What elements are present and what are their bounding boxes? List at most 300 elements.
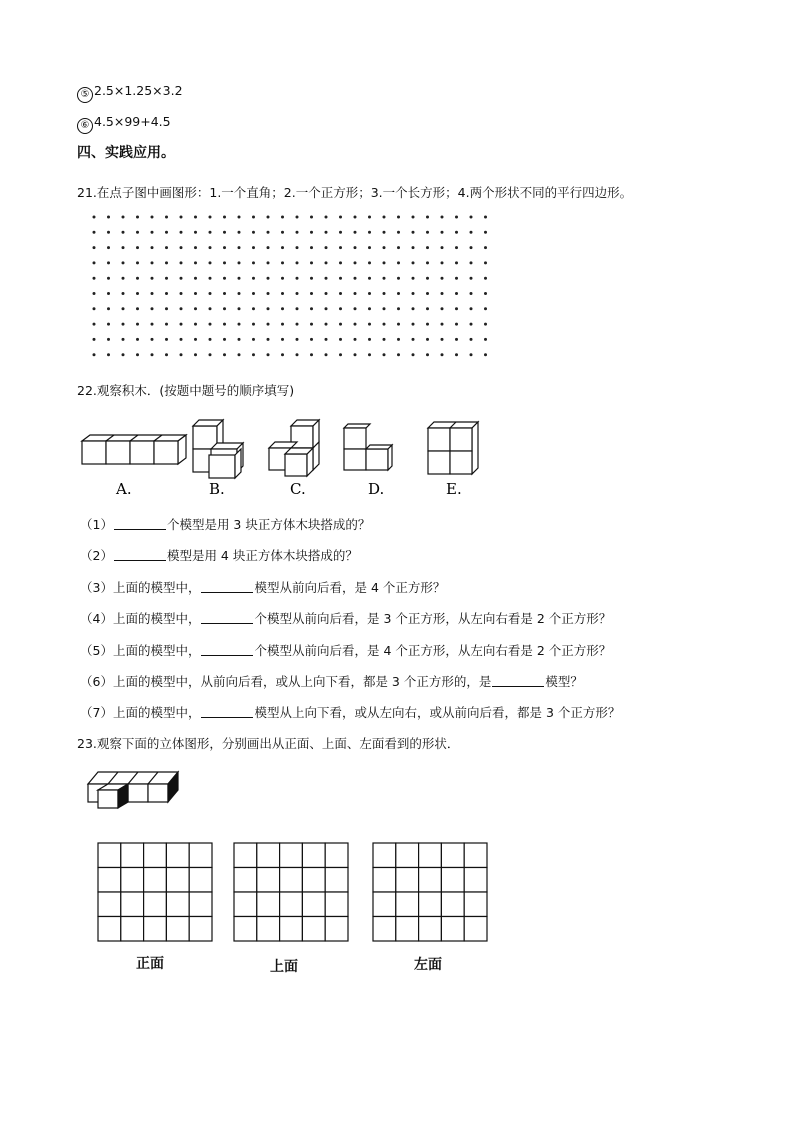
grid-dot [368, 353, 371, 356]
grid-cell[interactable] [419, 917, 442, 942]
grid-dot [325, 277, 328, 280]
grid-dot [296, 261, 299, 264]
grid-cell[interactable] [373, 868, 396, 893]
grid-dot [151, 216, 154, 219]
grid-cell[interactable] [302, 843, 325, 868]
grid-dot [383, 277, 386, 280]
grid-cell[interactable] [234, 868, 257, 893]
grid-dot [296, 292, 299, 295]
grid-dot [296, 216, 299, 219]
grid-dot [296, 353, 299, 356]
grid-dot [455, 292, 458, 295]
grid-dot [426, 353, 429, 356]
grid-dot [470, 277, 473, 280]
grid-dot [354, 307, 357, 310]
grid-cell[interactable] [280, 843, 303, 868]
grid-dot [151, 261, 154, 264]
grid-dot [354, 231, 357, 234]
section-title: 四、实践应用。 [77, 145, 175, 161]
grid-dot [209, 246, 212, 249]
answer-blank-7[interactable] [201, 704, 253, 718]
item-6-number: ⑥ [77, 118, 93, 134]
grid-dot [484, 277, 487, 280]
grid-dot [238, 277, 241, 280]
grid-dot [455, 338, 458, 341]
grid-dot [93, 261, 96, 264]
grid-dot [339, 338, 342, 341]
grid-dot [325, 246, 328, 249]
grid-dot [354, 261, 357, 264]
sub-2-prefix: （2） [80, 548, 113, 563]
grid-dot [122, 338, 125, 341]
grid-dot [252, 353, 255, 356]
grid-dot [354, 338, 357, 341]
grid-dot [238, 246, 241, 249]
grid-cell[interactable] [98, 868, 121, 893]
grid-dot [426, 323, 429, 326]
grid-dot [180, 216, 183, 219]
model-label-a: A. [116, 480, 132, 498]
grid-dot [470, 323, 473, 326]
grid-dot [455, 231, 458, 234]
grid-dot [426, 231, 429, 234]
grid-dot [122, 261, 125, 264]
grid-dot [223, 353, 226, 356]
grid-dot [238, 261, 241, 264]
grid-dot [223, 338, 226, 341]
q22-sub-7 [80, 704, 620, 722]
sub-6-prefix: （6）上面的模型中，从前向后看，或从上向下看，都是 3 个正方形的，是 [80, 674, 492, 689]
model-d [344, 424, 392, 470]
grid-cell[interactable] [189, 868, 212, 893]
grid-dot [223, 307, 226, 310]
grid-dot [296, 246, 299, 249]
grid-cell[interactable] [166, 892, 189, 917]
grid-dot [180, 277, 183, 280]
grid-cell[interactable] [144, 917, 167, 942]
grid-dot [339, 261, 342, 264]
grid-dot [339, 216, 342, 219]
answer-blank-4[interactable] [201, 610, 253, 624]
grid-dot [383, 307, 386, 310]
grid-dot [310, 292, 313, 295]
grid-dot [441, 246, 444, 249]
label-top: 上面 [270, 959, 298, 975]
grid-dot [209, 231, 212, 234]
sub-3-suffix: 模型从前向后看，是 4 个正方形？ [254, 580, 446, 595]
grid-dot [484, 261, 487, 264]
grid-dot [180, 292, 183, 295]
q22-sub-6 [80, 673, 583, 691]
grid-dot [122, 216, 125, 219]
grid-dot [441, 216, 444, 219]
grid-cell[interactable] [144, 843, 167, 868]
item-5-expression: 2.5×1.25×3.2 [94, 83, 183, 98]
grid-dot [484, 231, 487, 234]
grid-dot [252, 246, 255, 249]
grid-dot [412, 261, 415, 264]
grid-dot [397, 246, 400, 249]
grid-dot [339, 292, 342, 295]
grid-dot [281, 277, 284, 280]
grid-dot [180, 231, 183, 234]
model-b [193, 420, 243, 478]
grid-dot [238, 307, 241, 310]
grid-dot [484, 338, 487, 341]
grid-cell[interactable] [302, 917, 325, 942]
grid-dot [194, 216, 197, 219]
grid-dot [441, 261, 444, 264]
grid-cell[interactable] [98, 843, 121, 868]
grid-dot [310, 246, 313, 249]
grid-dot [267, 307, 270, 310]
grid-cell[interactable] [189, 917, 212, 942]
grid-dot [165, 323, 168, 326]
grid-dot [165, 307, 168, 310]
solid-figure [84, 768, 184, 812]
q22-sub-1 [80, 516, 370, 534]
grid-dot [281, 353, 284, 356]
grid-cell[interactable] [325, 892, 348, 917]
answer-blank-5[interactable] [201, 642, 253, 656]
grid-dot [426, 246, 429, 249]
grid-dot [136, 292, 139, 295]
grid-dot [238, 323, 241, 326]
grid-dot [325, 231, 328, 234]
grid-dot [368, 261, 371, 264]
grid-dot [339, 231, 342, 234]
grid-dot [368, 338, 371, 341]
grid-dot [209, 338, 212, 341]
grid-dot [281, 307, 284, 310]
grid-dot [209, 307, 212, 310]
grid-left-view[interactable] [372, 842, 488, 942]
grid-dot [223, 216, 226, 219]
grid-dot [412, 323, 415, 326]
grid-dot [122, 292, 125, 295]
grid-dot [267, 353, 270, 356]
grid-cell[interactable] [373, 917, 396, 942]
grid-dot [151, 231, 154, 234]
grid-dot [383, 338, 386, 341]
grid-dot [252, 261, 255, 264]
grid-dot [252, 277, 255, 280]
grid-dot [296, 307, 299, 310]
grid-cell[interactable] [325, 868, 348, 893]
grid-dot [223, 231, 226, 234]
grid-dot [93, 307, 96, 310]
grid-dot [455, 216, 458, 219]
grid-cell[interactable] [280, 868, 303, 893]
grid-dot [412, 292, 415, 295]
grid-dot [397, 353, 400, 356]
answer-blank-1[interactable] [114, 516, 166, 530]
grid-dot [368, 231, 371, 234]
grid-dot [426, 292, 429, 295]
grid-cell[interactable] [419, 843, 442, 868]
model-label-b: B. [209, 480, 225, 498]
grid-cell[interactable] [441, 892, 464, 917]
grid-dot [136, 307, 139, 310]
grid-cell[interactable] [189, 843, 212, 868]
grid-dot [397, 277, 400, 280]
grid-cell[interactable] [396, 917, 419, 942]
model-label-e: E. [446, 480, 462, 498]
grid-dot [180, 338, 183, 341]
grid-dot [368, 277, 371, 280]
grid-dot [165, 353, 168, 356]
grid-dot [383, 323, 386, 326]
q22-sub-2 [80, 547, 358, 565]
grid-cell[interactable] [280, 917, 303, 942]
grid-dot [93, 246, 96, 249]
grid-cell[interactable] [189, 892, 212, 917]
grid-dot [397, 307, 400, 310]
sub-4-prefix: （4）上面的模型中， [80, 611, 201, 626]
sub-3-prefix: （3）上面的模型中， [80, 580, 201, 595]
grid-dot [339, 353, 342, 356]
grid-dot [136, 261, 139, 264]
grid-dot [267, 261, 270, 264]
grid-cell[interactable] [257, 892, 280, 917]
grid-cell[interactable] [121, 868, 144, 893]
grid-cell[interactable] [464, 868, 487, 893]
answer-blank-2[interactable] [114, 547, 166, 561]
grid-dot [107, 292, 110, 295]
grid-dot [455, 261, 458, 264]
grid-dot [165, 338, 168, 341]
grid-cell[interactable] [441, 843, 464, 868]
grid-dot [194, 307, 197, 310]
grid-cell[interactable] [257, 868, 280, 893]
q22-sub-4 [80, 610, 611, 628]
grid-dot [194, 231, 197, 234]
grid-cell[interactable] [234, 892, 257, 917]
grid-dot [383, 246, 386, 249]
grid-dot [397, 216, 400, 219]
grid-cell[interactable] [257, 917, 280, 942]
grid-dot [484, 307, 487, 310]
grid-cell[interactable] [166, 868, 189, 893]
grid-dot [93, 323, 96, 326]
grid-cell[interactable] [234, 843, 257, 868]
grid-dot [122, 246, 125, 249]
grid-dot [455, 307, 458, 310]
grid-dot [368, 307, 371, 310]
grid-cell[interactable] [373, 843, 396, 868]
sub-1-prefix: （1） [80, 517, 113, 532]
grid-front-view[interactable] [97, 842, 213, 942]
grid-cell[interactable] [396, 892, 419, 917]
grid-cell[interactable] [464, 917, 487, 942]
grid-dot [455, 323, 458, 326]
grid-dot [107, 353, 110, 356]
grid-dot [325, 216, 328, 219]
grid-dot [325, 261, 328, 264]
grid-dot [310, 353, 313, 356]
grid-dot [107, 338, 110, 341]
grid-dot [325, 323, 328, 326]
grid-dot [470, 216, 473, 219]
grid-cell[interactable] [121, 843, 144, 868]
grid-dot [223, 277, 226, 280]
grid-dot [238, 353, 241, 356]
answer-blank-3[interactable] [201, 579, 253, 593]
grid-cell[interactable] [257, 843, 280, 868]
grid-dot [165, 216, 168, 219]
grid-cell[interactable] [464, 843, 487, 868]
grid-dot [281, 292, 284, 295]
grid-dot [281, 323, 284, 326]
grid-dot [325, 307, 328, 310]
grid-dot [93, 231, 96, 234]
grid-dot [122, 323, 125, 326]
grid-dot [151, 338, 154, 341]
grid-cell[interactable] [144, 892, 167, 917]
grid-cell[interactable] [302, 868, 325, 893]
grid-dot [426, 338, 429, 341]
grid-cell[interactable] [325, 917, 348, 942]
model-c [269, 420, 319, 476]
grid-dot [136, 231, 139, 234]
grid-dot [180, 307, 183, 310]
grid-dot [107, 307, 110, 310]
grid-dot [281, 338, 284, 341]
grid-dot [223, 292, 226, 295]
grid-dot [194, 246, 197, 249]
grid-dot [122, 307, 125, 310]
model-label-c: C. [290, 480, 306, 498]
grid-dot [93, 292, 96, 295]
grid-dot [412, 338, 415, 341]
dot-grid[interactable] [90, 213, 510, 363]
grid-cell[interactable] [396, 843, 419, 868]
grid-dot [267, 292, 270, 295]
grid-cell[interactable] [144, 868, 167, 893]
grid-dot [93, 338, 96, 341]
grid-dot [310, 277, 313, 280]
grid-dot [455, 353, 458, 356]
sub-7-suffix: 模型从上向下看，或从左向右，或从前向后看，都是 3 个正方形？ [254, 705, 621, 720]
grid-dot [310, 216, 313, 219]
grid-dot [383, 261, 386, 264]
answer-blank-6[interactable] [492, 673, 544, 687]
grid-cell[interactable] [441, 917, 464, 942]
grid-dot [252, 292, 255, 295]
grid-cell[interactable] [98, 892, 121, 917]
grid-dot [223, 261, 226, 264]
grid-dot [194, 261, 197, 264]
grid-cell[interactable] [396, 868, 419, 893]
grid-cell[interactable] [166, 917, 189, 942]
grid-dot [281, 261, 284, 264]
grid-dot [296, 231, 299, 234]
grid-dot [441, 277, 444, 280]
label-front: 正面 [136, 956, 164, 972]
grid-dot [151, 323, 154, 326]
grid-dot [339, 277, 342, 280]
grid-dot [368, 323, 371, 326]
grid-dot [107, 216, 110, 219]
grid-dot [325, 292, 328, 295]
grid-dot [136, 246, 139, 249]
grid-dot [426, 277, 429, 280]
grid-cell[interactable] [98, 917, 121, 942]
grid-dot [151, 246, 154, 249]
grid-dot [136, 216, 139, 219]
grid-dot [267, 231, 270, 234]
grid-dot [339, 323, 342, 326]
grid-cell[interactable] [441, 868, 464, 893]
q22-text: 22.观察积木．(按题中题号的顺序填写) [77, 383, 295, 398]
grid-dot [136, 338, 139, 341]
grid-dot [354, 216, 357, 219]
grid-dot [238, 216, 241, 219]
grid-cell[interactable] [234, 917, 257, 942]
grid-dot [441, 353, 444, 356]
grid-dot [441, 338, 444, 341]
sub-1-suffix: 个模型是用 3 块正方体木块搭成的？ [166, 517, 371, 532]
grid-dot [354, 323, 357, 326]
grid-dot [180, 353, 183, 356]
grid-dot [209, 353, 212, 356]
grid-cell[interactable] [280, 892, 303, 917]
grid-cell[interactable] [373, 892, 396, 917]
grid-cell[interactable] [464, 892, 487, 917]
item-6-expression: 4.5×99+4.5 [94, 114, 171, 129]
q21-text: 21.在点子图中画图形：1.一个直角；2.一个正方形；3.一个长方形；4.两个形状不同的平行四边形。 [77, 185, 633, 200]
grid-dot [470, 246, 473, 249]
grid-dot [165, 231, 168, 234]
grid-dot [368, 216, 371, 219]
grid-dot [122, 277, 125, 280]
grid-dot [267, 323, 270, 326]
grid-cell[interactable] [325, 843, 348, 868]
sub-6-suffix: 模型？ [545, 674, 583, 689]
grid-dot [412, 246, 415, 249]
grid-cell[interactable] [166, 843, 189, 868]
grid-dot [368, 246, 371, 249]
grid-dot [426, 261, 429, 264]
grid-dot [107, 231, 110, 234]
grid-cell[interactable] [419, 892, 442, 917]
grid-dot [310, 231, 313, 234]
grid-dot [194, 353, 197, 356]
grid-cell[interactable] [121, 892, 144, 917]
grid-dot [194, 292, 197, 295]
grid-dot [296, 277, 299, 280]
grid-dot [470, 338, 473, 341]
grid-top-view[interactable] [233, 842, 349, 942]
grid-dot [93, 353, 96, 356]
grid-dot [165, 277, 168, 280]
q23-text: 23.观察下面的立体图形，分别画出从正面、上面、左面看到的形状． [77, 736, 460, 751]
grid-dot [223, 246, 226, 249]
grid-dot [310, 338, 313, 341]
grid-dot [165, 246, 168, 249]
grid-cell[interactable] [419, 868, 442, 893]
sub-7-prefix: （7）上面的模型中， [80, 705, 201, 720]
grid-dot [151, 292, 154, 295]
grid-dot [426, 216, 429, 219]
grid-dot [194, 323, 197, 326]
grid-cell[interactable] [121, 917, 144, 942]
grid-dot [412, 231, 415, 234]
grid-dot [383, 216, 386, 219]
grid-dot [412, 353, 415, 356]
grid-dot [412, 307, 415, 310]
grid-cell[interactable] [302, 892, 325, 917]
